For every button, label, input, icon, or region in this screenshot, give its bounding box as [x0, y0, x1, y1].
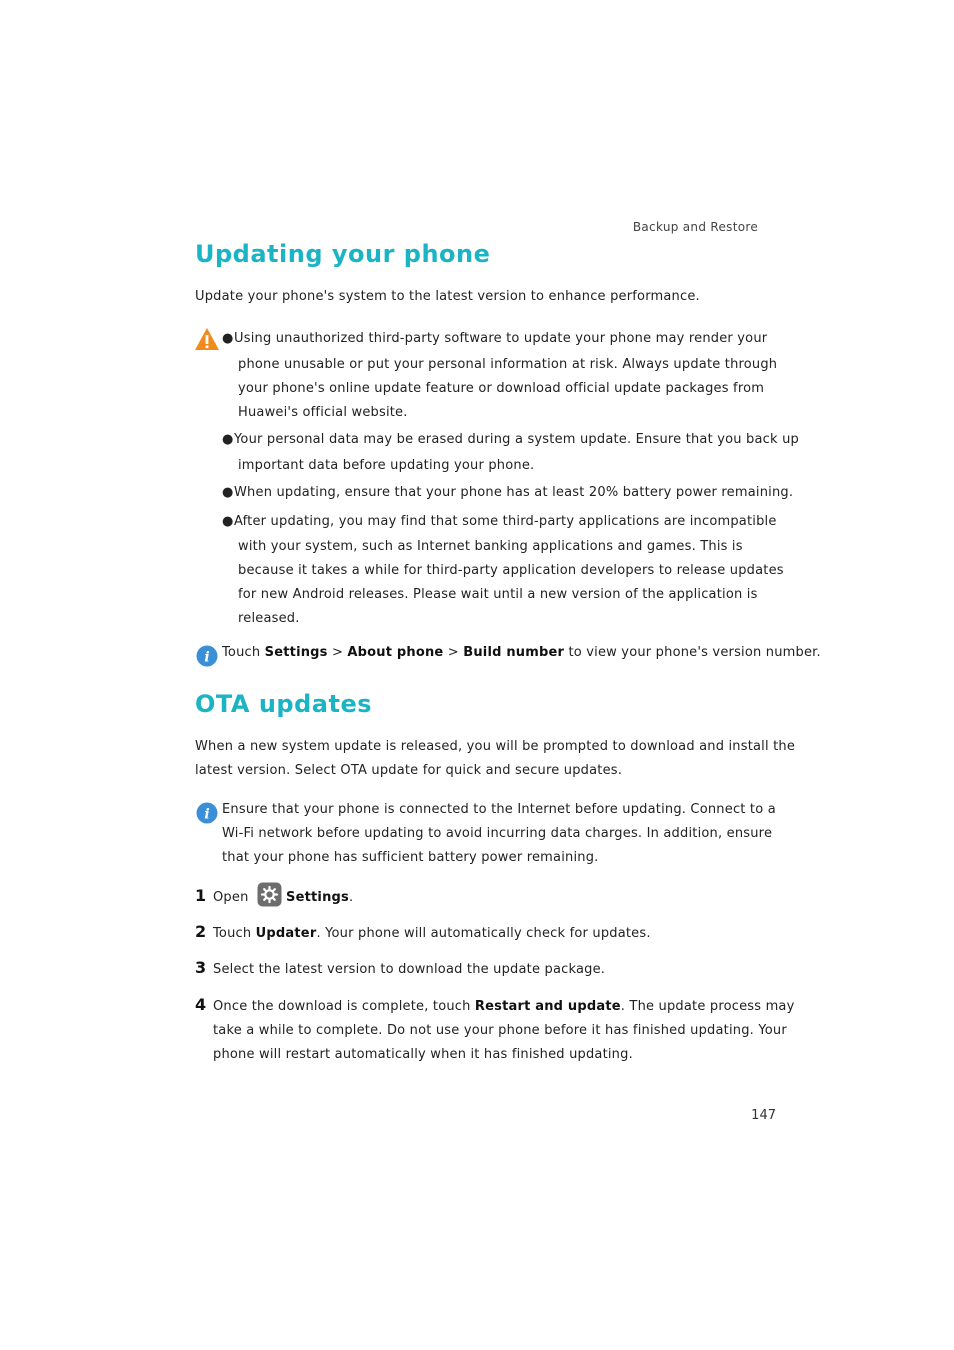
- warning-item: ● Using unauthorized third-party software to update your phone may render your: [222, 331, 768, 346]
- section-title-updating: Updating your phone: [195, 240, 491, 268]
- about-phone-label: About phone: [347, 645, 444, 660]
- build-number-label: Build number: [463, 645, 565, 660]
- step-4: Once the download is complete, touch Restart and update. The update process may take a while to complete. Do not use your phone before it has finished updating. Your phone will restart automatically when it has finished updating.: [213, 999, 795, 1062]
- section-title-ota: OTA updates: [195, 690, 373, 718]
- page-number: 147: [751, 1108, 776, 1123]
- running-header: Backup and Restore: [632, 220, 758, 234]
- warning-item-cont: with your system, such as Internet banking applications and games. This is because it takes a while for third-party application developers to release updates for new Android releases. Please wait until a new version of the application is released.: [238, 539, 784, 626]
- updater-label: Updater: [255, 926, 317, 941]
- settings-label: Settings: [264, 645, 328, 660]
- step-number: 3: [195, 958, 207, 977]
- step-number: 4: [195, 995, 207, 1014]
- step-number: 1: [195, 886, 207, 905]
- svg-text:i: i: [204, 649, 210, 666]
- warning-item: ● After updating, you may find that some third-party applications are incompatible: [222, 514, 777, 529]
- step-3: Select the latest version to download the update package.: [213, 962, 606, 977]
- step-2: Touch Updater. Your phone will automatically check for updates.: [213, 926, 651, 941]
- svg-text:i: i: [204, 806, 210, 823]
- warning-item: ● Your personal data may be erased during a system update. Ensure that you back up: [222, 432, 799, 447]
- ota-note: Ensure that your phone is connected to the Internet before updating. Connect to a Wi-Fi network before updating to avoid incurring data charges. In addition, ensure that your phone has sufficient battery power remaining.: [222, 802, 776, 865]
- restart-update-label: Restart and update: [474, 999, 621, 1014]
- warning-item-cont: important data before updating your phone.: [238, 458, 535, 473]
- step-number: 2: [195, 922, 207, 941]
- settings-app-label: Settings: [286, 890, 349, 905]
- settings-gear-icon: [257, 882, 282, 907]
- info-icon: [196, 802, 218, 824]
- ota-intro: When a new system update is released, you will be prompted to download and install the latest version. Select OTA update for quick and secure updates.: [195, 739, 796, 778]
- tip-text: Touch Settings > About phone > Build number to view your phone's version number.: [222, 645, 821, 660]
- step-1: Open: [213, 890, 249, 905]
- info-icon: [196, 645, 218, 667]
- step-1-label: Settings.: [286, 890, 354, 905]
- warning-item-cont: phone unusable or put your personal information at risk. Always update through your phone's online update feature or download official update packages from Huawei's official website.: [238, 357, 778, 420]
- intro-text: Update your phone's system to the latest version to enhance performance.: [195, 289, 700, 304]
- warning-item: ● When updating, ensure that your phone has at least 20% battery power remaining.: [222, 485, 794, 500]
- warning-icon: [194, 327, 220, 351]
